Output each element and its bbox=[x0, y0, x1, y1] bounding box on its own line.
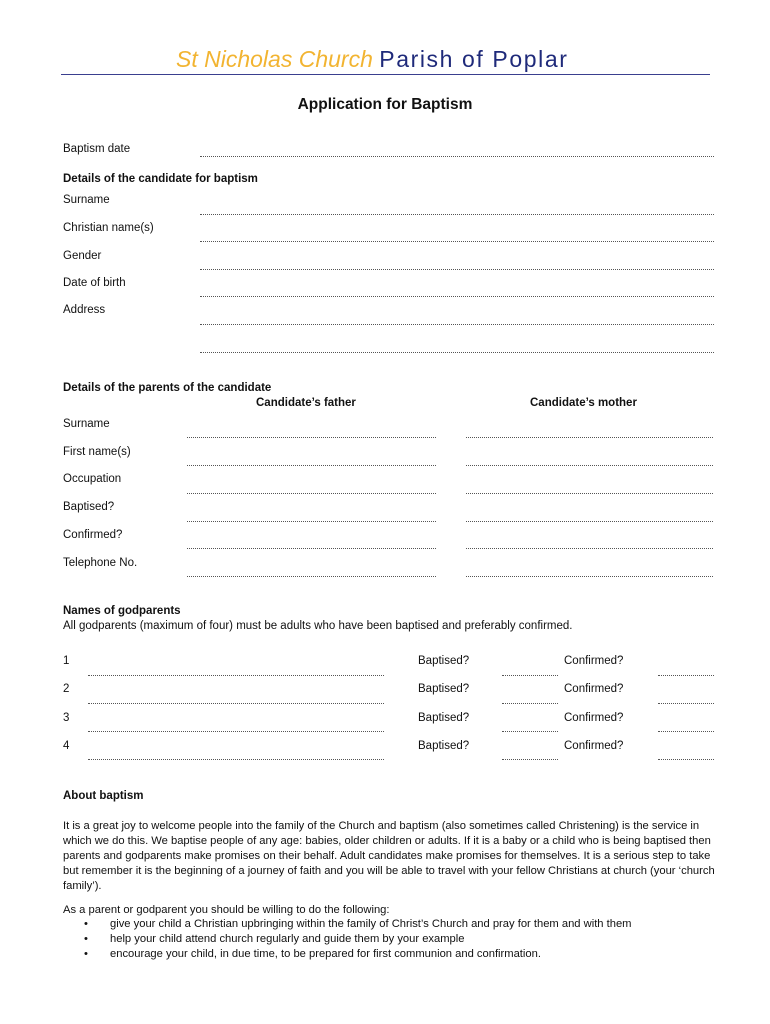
father-first-names-field[interactable] bbox=[187, 465, 436, 466]
godparent-baptised-label: Baptised? bbox=[418, 740, 470, 752]
list-item bbox=[84, 917, 684, 932]
godparent-name-field-2[interactable] bbox=[88, 703, 384, 704]
list-item-text: encourage your child, in due time, to be prepared for first communion and confirmation. bbox=[110, 948, 541, 960]
about-paragraph-1: It is a great joy to welcome people into the family of the Church and baptism (also sometimes called Christening) is the service in which we do this. We baptise people of any age: babies, older children or adults. If it is a baby or a child who is being baptised then parents and godparents make promises on their behalf. Adult candidates make promises for themselves. It is a serious step to take but remember it is the beginning of a journey of faith and you will be able to travel with your fellow Christians at church (your ‘church family’). bbox=[63, 820, 715, 892]
candidate-christian-names-label: Christian name(s) bbox=[63, 222, 154, 234]
list-item-text: help your child attend church regularly and guide them by your example bbox=[110, 933, 465, 945]
godparent-name-field-1[interactable] bbox=[88, 675, 384, 676]
candidate-address-field-1[interactable] bbox=[200, 324, 714, 325]
candidate-dob-field[interactable] bbox=[200, 296, 714, 297]
godparent-confirmed-label: Confirmed? bbox=[564, 740, 624, 752]
godparent-number: 4 bbox=[63, 740, 70, 752]
candidate-address-field-2[interactable] bbox=[200, 352, 714, 353]
baptism-date-label: Baptism date bbox=[63, 143, 131, 155]
parent-telephone-label: Telephone No. bbox=[63, 557, 138, 569]
father-confirmed-field[interactable] bbox=[187, 548, 436, 549]
mother-surname-field[interactable] bbox=[466, 437, 713, 438]
parent-confirmed-label: Confirmed? bbox=[63, 529, 123, 541]
godparent-baptised-field-3[interactable] bbox=[502, 731, 558, 732]
header-rule bbox=[61, 74, 710, 75]
godparent-baptised-field-1[interactable] bbox=[502, 675, 558, 676]
godparent-confirmed-field-1[interactable] bbox=[658, 675, 714, 676]
godparent-confirmed-label: Confirmed? bbox=[564, 712, 624, 724]
godparent-name-field-4[interactable] bbox=[88, 759, 384, 760]
godparent-baptised-field-4[interactable] bbox=[502, 759, 558, 760]
bullet-icon: • bbox=[84, 933, 88, 945]
candidate-gender-field[interactable] bbox=[200, 269, 714, 270]
parent-first-names-label: First name(s) bbox=[63, 446, 131, 458]
mother-confirmed-field[interactable] bbox=[466, 548, 713, 549]
list-item-text: give your child a Christian upbringing within the family of Christ’s Church and pray for them and with them bbox=[110, 918, 632, 930]
bullet-icon: • bbox=[84, 918, 88, 930]
godparent-confirmed-field-3[interactable] bbox=[658, 731, 714, 732]
about-heading: About baptism bbox=[63, 790, 144, 802]
parents-heading: Details of the parents of the candidate bbox=[63, 382, 272, 394]
father-telephone-field[interactable] bbox=[187, 576, 436, 577]
mother-telephone-field[interactable] bbox=[466, 576, 713, 577]
godparents-note: All godparents (maximum of four) must be adults who have been baptised and preferably confirmed. bbox=[63, 620, 573, 632]
godparent-baptised-label: Baptised? bbox=[418, 655, 470, 667]
candidate-surname-label: Surname bbox=[63, 194, 110, 206]
candidate-dob-label: Date of birth bbox=[63, 277, 126, 289]
father-baptised-field[interactable] bbox=[187, 521, 436, 522]
candidate-heading: Details of the candidate for baptism bbox=[63, 173, 258, 185]
mother-baptised-field[interactable] bbox=[466, 521, 713, 522]
godparent-number: 1 bbox=[63, 655, 70, 667]
about-paragraph-2: As a parent or godparent you should be willing to do the following: bbox=[63, 904, 390, 916]
godparent-name-field-3[interactable] bbox=[88, 731, 384, 732]
church-name: St Nicholas Church bbox=[176, 46, 373, 72]
bullet-icon: • bbox=[84, 948, 88, 960]
godparent-baptised-label: Baptised? bbox=[418, 683, 470, 695]
godparent-confirmed-label: Confirmed? bbox=[564, 683, 624, 695]
godparent-number: 2 bbox=[63, 683, 70, 695]
godparent-confirmed-field-2[interactable] bbox=[658, 703, 714, 704]
candidate-surname-field[interactable] bbox=[200, 214, 714, 215]
parent-surname-label: Surname bbox=[63, 418, 110, 430]
father-surname-field[interactable] bbox=[187, 437, 436, 438]
godparent-number: 3 bbox=[63, 712, 70, 724]
mother-column-heading: Candidate’s mother bbox=[530, 397, 637, 409]
mother-occupation-field[interactable] bbox=[466, 493, 713, 494]
candidate-christian-names-field[interactable] bbox=[200, 241, 714, 242]
mother-first-names-field[interactable] bbox=[466, 465, 713, 466]
parent-baptised-label: Baptised? bbox=[63, 501, 115, 513]
father-column-heading: Candidate’s father bbox=[256, 397, 356, 409]
candidate-address-label: Address bbox=[63, 304, 106, 316]
godparent-baptised-label: Baptised? bbox=[418, 712, 470, 724]
parent-occupation-label: Occupation bbox=[63, 473, 122, 485]
godparent-confirmed-field-4[interactable] bbox=[658, 759, 714, 760]
list-item bbox=[84, 947, 684, 962]
list-item bbox=[84, 932, 684, 947]
godparents-heading: Names of godparents bbox=[63, 605, 181, 617]
candidate-gender-label: Gender bbox=[63, 250, 102, 262]
page-title: Application for Baptism bbox=[297, 96, 473, 113]
godparent-confirmed-label: Confirmed? bbox=[564, 655, 624, 667]
church-header bbox=[176, 46, 569, 73]
father-occupation-field[interactable] bbox=[187, 493, 436, 494]
baptism-date-field[interactable] bbox=[200, 156, 714, 157]
parish-name: Parish of Poplar bbox=[379, 46, 569, 72]
godparent-baptised-field-2[interactable] bbox=[502, 703, 558, 704]
duties-list bbox=[84, 917, 684, 962]
